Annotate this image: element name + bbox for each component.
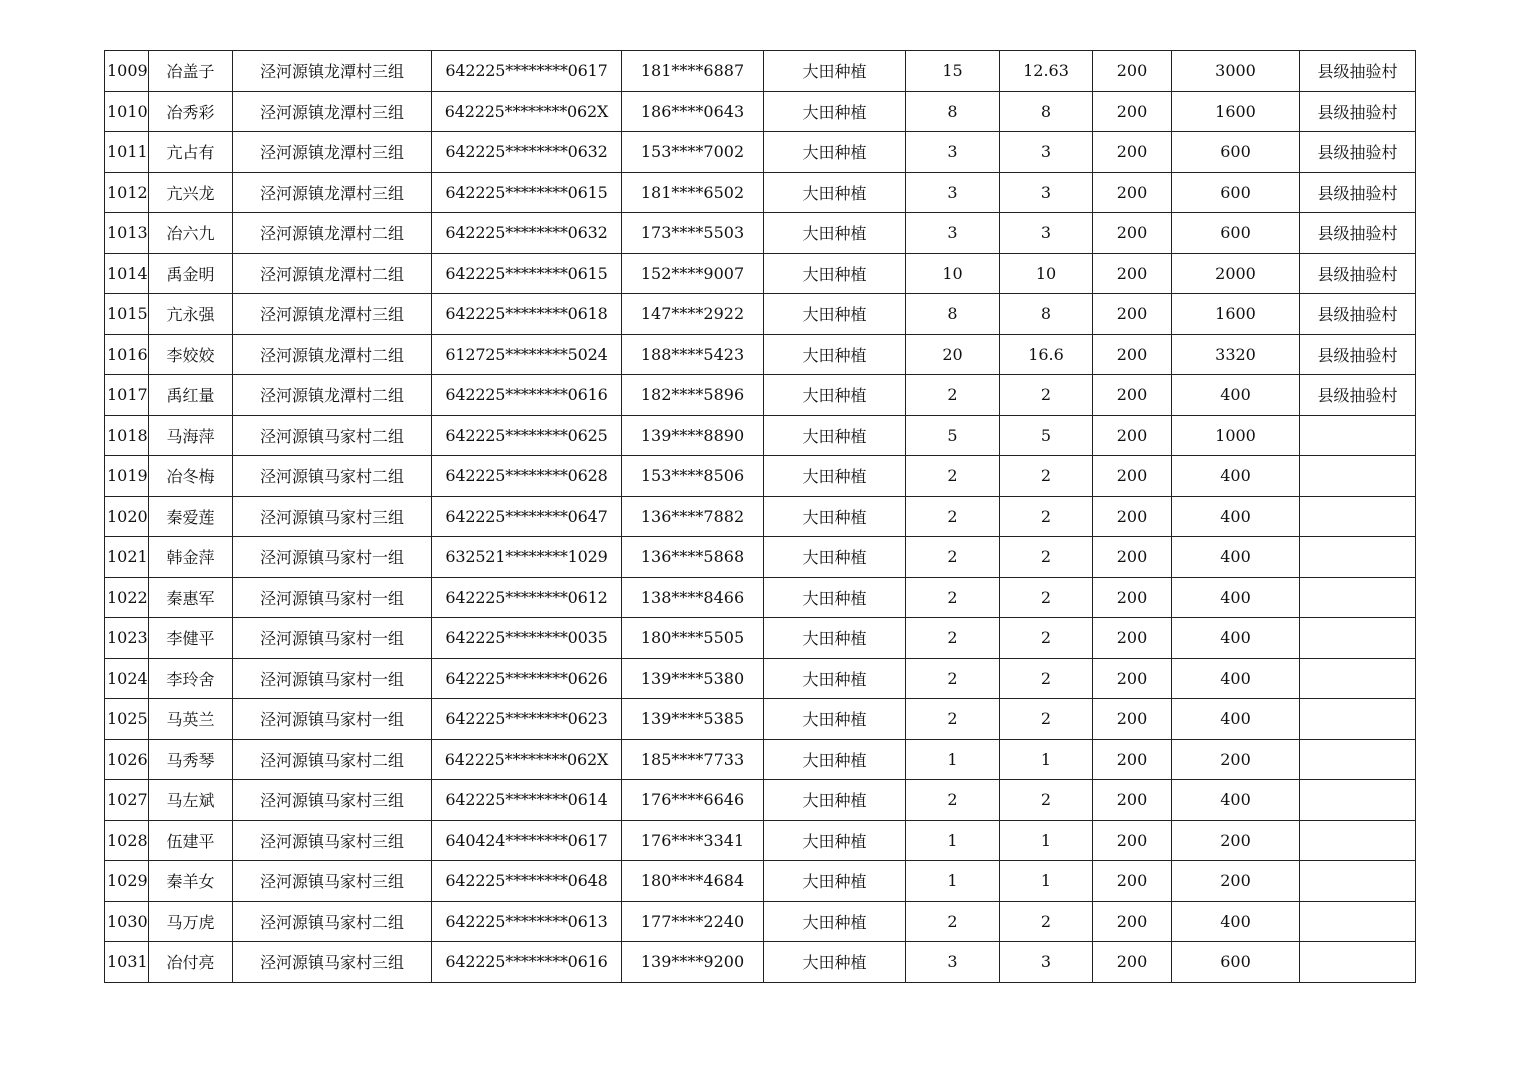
planted-area-cell: 2 bbox=[906, 699, 1000, 740]
planted-area-cell: 2 bbox=[906, 780, 1000, 821]
subsidy-amount-cell: 1600 bbox=[1172, 294, 1300, 335]
subsidy-amount-cell: 400 bbox=[1172, 901, 1300, 942]
phone-number-cell: 177****2240 bbox=[622, 901, 764, 942]
address-cell: 泾河源镇马家村二组 bbox=[233, 415, 432, 456]
subsidy-amount-cell: 400 bbox=[1172, 537, 1300, 578]
farmer-name-cell: 马万虎 bbox=[149, 901, 233, 942]
id-number-cell: 642225********0612 bbox=[432, 577, 622, 618]
phone-number-cell: 180****5505 bbox=[622, 618, 764, 659]
farmer-name-cell: 马左斌 bbox=[149, 780, 233, 821]
subsidized-area-cell: 5 bbox=[1000, 415, 1093, 456]
phone-number-cell: 152****9007 bbox=[622, 253, 764, 294]
inspection-note-cell bbox=[1300, 699, 1416, 740]
table-row bbox=[105, 334, 1416, 375]
farmer-name-cell: 马英兰 bbox=[149, 699, 233, 740]
planting-type-cell: 大田种植 bbox=[764, 739, 906, 780]
farmer-name-cell: 李健平 bbox=[149, 618, 233, 659]
planted-area-cell: 2 bbox=[906, 901, 1000, 942]
phone-number-cell: 181****6502 bbox=[622, 172, 764, 213]
subsidy-rate-cell: 200 bbox=[1093, 91, 1172, 132]
subsidy-table bbox=[104, 50, 1416, 983]
subsidy-amount-cell: 400 bbox=[1172, 375, 1300, 416]
planted-area-cell: 2 bbox=[906, 496, 1000, 537]
row-number-cell: 1011 bbox=[105, 132, 149, 173]
planted-area-cell: 1 bbox=[906, 861, 1000, 902]
id-number-cell: 642225********0615 bbox=[432, 172, 622, 213]
subsidy-amount-cell: 3320 bbox=[1172, 334, 1300, 375]
planting-type-cell: 大田种植 bbox=[764, 861, 906, 902]
row-number-cell: 1027 bbox=[105, 780, 149, 821]
phone-number-cell: 185****7733 bbox=[622, 739, 764, 780]
row-number-cell: 1020 bbox=[105, 496, 149, 537]
inspection-note-cell: 县级抽验村 bbox=[1300, 294, 1416, 335]
id-number-cell: 632521********1029 bbox=[432, 537, 622, 578]
subsidy-rate-cell: 200 bbox=[1093, 861, 1172, 902]
subsidized-area-cell: 3 bbox=[1000, 132, 1093, 173]
subsidy-amount-cell: 200 bbox=[1172, 861, 1300, 902]
id-number-cell: 642225********0618 bbox=[432, 294, 622, 335]
table-row bbox=[105, 618, 1416, 659]
id-number-cell: 642225********0648 bbox=[432, 861, 622, 902]
inspection-note-cell bbox=[1300, 496, 1416, 537]
table-row bbox=[105, 213, 1416, 254]
inspection-note-cell bbox=[1300, 618, 1416, 659]
farmer-name-cell: 冶六九 bbox=[149, 213, 233, 254]
address-cell: 泾河源镇龙潭村二组 bbox=[233, 253, 432, 294]
subsidized-area-cell: 2 bbox=[1000, 537, 1093, 578]
id-number-cell: 642225********0626 bbox=[432, 658, 622, 699]
subsidized-area-cell: 2 bbox=[1000, 375, 1093, 416]
subsidy-rate-cell: 200 bbox=[1093, 456, 1172, 497]
id-number-cell: 642225********0614 bbox=[432, 780, 622, 821]
phone-number-cell: 136****5868 bbox=[622, 537, 764, 578]
farmer-name-cell: 李玲舍 bbox=[149, 658, 233, 699]
planting-type-cell: 大田种植 bbox=[764, 375, 906, 416]
planting-type-cell: 大田种植 bbox=[764, 51, 906, 92]
inspection-note-cell bbox=[1300, 942, 1416, 983]
phone-number-cell: 188****5423 bbox=[622, 334, 764, 375]
inspection-note-cell: 县级抽验村 bbox=[1300, 172, 1416, 213]
table-row bbox=[105, 820, 1416, 861]
subsidy-amount-cell: 200 bbox=[1172, 739, 1300, 780]
planting-type-cell: 大田种植 bbox=[764, 294, 906, 335]
subsidy-rate-cell: 200 bbox=[1093, 739, 1172, 780]
subsidy-amount-cell: 400 bbox=[1172, 496, 1300, 537]
planted-area-cell: 2 bbox=[906, 658, 1000, 699]
planting-type-cell: 大田种植 bbox=[764, 456, 906, 497]
subsidy-rate-cell: 200 bbox=[1093, 820, 1172, 861]
row-number-cell: 1025 bbox=[105, 699, 149, 740]
phone-number-cell: 147****2922 bbox=[622, 294, 764, 335]
id-number-cell: 642225********0625 bbox=[432, 415, 622, 456]
planted-area-cell: 1 bbox=[906, 820, 1000, 861]
planted-area-cell: 8 bbox=[906, 91, 1000, 132]
row-number-cell: 1014 bbox=[105, 253, 149, 294]
phone-number-cell: 181****6887 bbox=[622, 51, 764, 92]
id-number-cell: 642225********0623 bbox=[432, 699, 622, 740]
subsidy-rate-cell: 200 bbox=[1093, 415, 1172, 456]
farmer-name-cell: 禹红量 bbox=[149, 375, 233, 416]
id-number-cell: 642225********0613 bbox=[432, 901, 622, 942]
subsidy-rate-cell: 200 bbox=[1093, 253, 1172, 294]
subsidized-area-cell: 2 bbox=[1000, 901, 1093, 942]
row-number-cell: 1021 bbox=[105, 537, 149, 578]
row-number-cell: 1024 bbox=[105, 658, 149, 699]
address-cell: 泾河源镇马家村三组 bbox=[233, 780, 432, 821]
row-number-cell: 1029 bbox=[105, 861, 149, 902]
address-cell: 泾河源镇龙潭村三组 bbox=[233, 294, 432, 335]
table-row bbox=[105, 942, 1416, 983]
subsidy-rate-cell: 200 bbox=[1093, 213, 1172, 254]
row-number-cell: 1010 bbox=[105, 91, 149, 132]
planted-area-cell: 2 bbox=[906, 537, 1000, 578]
farmer-name-cell: 韩金萍 bbox=[149, 537, 233, 578]
phone-number-cell: 176****6646 bbox=[622, 780, 764, 821]
id-number-cell: 640424********0617 bbox=[432, 820, 622, 861]
planted-area-cell: 3 bbox=[906, 172, 1000, 213]
subsidized-area-cell: 2 bbox=[1000, 496, 1093, 537]
subsidy-rate-cell: 200 bbox=[1093, 901, 1172, 942]
row-number-cell: 1012 bbox=[105, 172, 149, 213]
id-number-cell: 642225********062X bbox=[432, 91, 622, 132]
table-row bbox=[105, 132, 1416, 173]
row-number-cell: 1028 bbox=[105, 820, 149, 861]
farmer-name-cell: 秦羊女 bbox=[149, 861, 233, 902]
subsidy-amount-cell: 200 bbox=[1172, 820, 1300, 861]
id-number-cell: 642225********0647 bbox=[432, 496, 622, 537]
planting-type-cell: 大田种植 bbox=[764, 334, 906, 375]
subsidized-area-cell: 1 bbox=[1000, 739, 1093, 780]
subsidized-area-cell: 3 bbox=[1000, 213, 1093, 254]
planted-area-cell: 2 bbox=[906, 618, 1000, 659]
subsidy-amount-cell: 400 bbox=[1172, 577, 1300, 618]
phone-number-cell: 176****3341 bbox=[622, 820, 764, 861]
planting-type-cell: 大田种植 bbox=[764, 213, 906, 254]
id-number-cell: 642225********0035 bbox=[432, 618, 622, 659]
phone-number-cell: 139****5380 bbox=[622, 658, 764, 699]
address-cell: 泾河源镇马家村一组 bbox=[233, 537, 432, 578]
subsidy-rate-cell: 200 bbox=[1093, 172, 1172, 213]
table-row bbox=[105, 375, 1416, 416]
table-row bbox=[105, 577, 1416, 618]
farmer-name-cell: 冶付亮 bbox=[149, 942, 233, 983]
phone-number-cell: 173****5503 bbox=[622, 213, 764, 254]
table-row bbox=[105, 739, 1416, 780]
planting-type-cell: 大田种植 bbox=[764, 699, 906, 740]
address-cell: 泾河源镇马家村一组 bbox=[233, 699, 432, 740]
id-number-cell: 642225********062X bbox=[432, 739, 622, 780]
planting-type-cell: 大田种植 bbox=[764, 577, 906, 618]
planted-area-cell: 2 bbox=[906, 456, 1000, 497]
table-row bbox=[105, 861, 1416, 902]
planted-area-cell: 15 bbox=[906, 51, 1000, 92]
table-row bbox=[105, 537, 1416, 578]
phone-number-cell: 139****5385 bbox=[622, 699, 764, 740]
planting-type-cell: 大田种植 bbox=[764, 91, 906, 132]
planted-area-cell: 3 bbox=[906, 213, 1000, 254]
inspection-note-cell bbox=[1300, 456, 1416, 497]
subsidized-area-cell: 2 bbox=[1000, 658, 1093, 699]
table-row bbox=[105, 901, 1416, 942]
table-row bbox=[105, 496, 1416, 537]
planting-type-cell: 大田种植 bbox=[764, 780, 906, 821]
row-number-cell: 1016 bbox=[105, 334, 149, 375]
address-cell: 泾河源镇马家村三组 bbox=[233, 942, 432, 983]
planted-area-cell: 10 bbox=[906, 253, 1000, 294]
phone-number-cell: 186****0643 bbox=[622, 91, 764, 132]
inspection-note-cell: 县级抽验村 bbox=[1300, 334, 1416, 375]
subsidized-area-cell: 2 bbox=[1000, 577, 1093, 618]
id-number-cell: 642225********0616 bbox=[432, 942, 622, 983]
subsidized-area-cell: 3 bbox=[1000, 942, 1093, 983]
phone-number-cell: 182****5896 bbox=[622, 375, 764, 416]
planted-area-cell: 3 bbox=[906, 942, 1000, 983]
subsidy-rate-cell: 200 bbox=[1093, 537, 1172, 578]
planted-area-cell: 5 bbox=[906, 415, 1000, 456]
phone-number-cell: 138****8466 bbox=[622, 577, 764, 618]
farmer-name-cell: 马秀琴 bbox=[149, 739, 233, 780]
farmer-name-cell: 马海萍 bbox=[149, 415, 233, 456]
row-number-cell: 1019 bbox=[105, 456, 149, 497]
inspection-note-cell bbox=[1300, 658, 1416, 699]
address-cell: 泾河源镇龙潭村三组 bbox=[233, 132, 432, 173]
table-row bbox=[105, 253, 1416, 294]
row-number-cell: 1017 bbox=[105, 375, 149, 416]
planting-type-cell: 大田种植 bbox=[764, 415, 906, 456]
farmer-name-cell: 冶冬梅 bbox=[149, 456, 233, 497]
subsidized-area-cell: 8 bbox=[1000, 294, 1093, 335]
inspection-note-cell bbox=[1300, 415, 1416, 456]
inspection-note-cell bbox=[1300, 780, 1416, 821]
farmer-name-cell: 禹金明 bbox=[149, 253, 233, 294]
row-number-cell: 1030 bbox=[105, 901, 149, 942]
table-row bbox=[105, 91, 1416, 132]
subsidy-rate-cell: 200 bbox=[1093, 658, 1172, 699]
id-number-cell: 642225********0615 bbox=[432, 253, 622, 294]
subsidy-rate-cell: 200 bbox=[1093, 375, 1172, 416]
inspection-note-cell bbox=[1300, 861, 1416, 902]
planted-area-cell: 8 bbox=[906, 294, 1000, 335]
row-number-cell: 1015 bbox=[105, 294, 149, 335]
subsidy-amount-cell: 400 bbox=[1172, 699, 1300, 740]
row-number-cell: 1023 bbox=[105, 618, 149, 659]
subsidized-area-cell: 2 bbox=[1000, 618, 1093, 659]
subsidy-rate-cell: 200 bbox=[1093, 577, 1172, 618]
subsidy-amount-cell: 1000 bbox=[1172, 415, 1300, 456]
planted-area-cell: 20 bbox=[906, 334, 1000, 375]
subsidized-area-cell: 2 bbox=[1000, 780, 1093, 821]
phone-number-cell: 139****8890 bbox=[622, 415, 764, 456]
address-cell: 泾河源镇龙潭村二组 bbox=[233, 213, 432, 254]
address-cell: 泾河源镇龙潭村三组 bbox=[233, 172, 432, 213]
subsidized-area-cell: 16.6 bbox=[1000, 334, 1093, 375]
row-number-cell: 1026 bbox=[105, 739, 149, 780]
subsidized-area-cell: 1 bbox=[1000, 820, 1093, 861]
row-number-cell: 1013 bbox=[105, 213, 149, 254]
planted-area-cell: 2 bbox=[906, 577, 1000, 618]
table-body bbox=[105, 51, 1416, 983]
row-number-cell: 1022 bbox=[105, 577, 149, 618]
table-row bbox=[105, 780, 1416, 821]
address-cell: 泾河源镇马家村一组 bbox=[233, 577, 432, 618]
table-row bbox=[105, 415, 1416, 456]
address-cell: 泾河源镇龙潭村三组 bbox=[233, 51, 432, 92]
inspection-note-cell bbox=[1300, 739, 1416, 780]
inspection-note-cell bbox=[1300, 537, 1416, 578]
farmer-name-cell: 秦惠军 bbox=[149, 577, 233, 618]
inspection-note-cell bbox=[1300, 820, 1416, 861]
subsidy-amount-cell: 400 bbox=[1172, 456, 1300, 497]
address-cell: 泾河源镇马家村一组 bbox=[233, 618, 432, 659]
table-row bbox=[105, 51, 1416, 92]
planting-type-cell: 大田种植 bbox=[764, 820, 906, 861]
subsidy-amount-cell: 400 bbox=[1172, 618, 1300, 659]
inspection-note-cell bbox=[1300, 577, 1416, 618]
subsidy-amount-cell: 600 bbox=[1172, 132, 1300, 173]
subsidy-amount-cell: 3000 bbox=[1172, 51, 1300, 92]
inspection-note-cell: 县级抽验村 bbox=[1300, 253, 1416, 294]
planting-type-cell: 大田种植 bbox=[764, 618, 906, 659]
subsidy-rate-cell: 200 bbox=[1093, 942, 1172, 983]
row-number-cell: 1009 bbox=[105, 51, 149, 92]
farmer-name-cell: 伍建平 bbox=[149, 820, 233, 861]
phone-number-cell: 136****7882 bbox=[622, 496, 764, 537]
planting-type-cell: 大田种植 bbox=[764, 658, 906, 699]
address-cell: 泾河源镇马家村一组 bbox=[233, 658, 432, 699]
table-row bbox=[105, 456, 1416, 497]
farmer-name-cell: 冶盖子 bbox=[149, 51, 233, 92]
subsidized-area-cell: 3 bbox=[1000, 172, 1093, 213]
planting-type-cell: 大田种植 bbox=[764, 942, 906, 983]
farmer-name-cell: 亢占有 bbox=[149, 132, 233, 173]
id-number-cell: 642225********0628 bbox=[432, 456, 622, 497]
address-cell: 泾河源镇马家村三组 bbox=[233, 820, 432, 861]
subsidy-rate-cell: 200 bbox=[1093, 780, 1172, 821]
subsidy-rate-cell: 200 bbox=[1093, 334, 1172, 375]
planting-type-cell: 大田种植 bbox=[764, 132, 906, 173]
id-number-cell: 642225********0617 bbox=[432, 51, 622, 92]
address-cell: 泾河源镇马家村二组 bbox=[233, 739, 432, 780]
address-cell: 泾河源镇马家村二组 bbox=[233, 456, 432, 497]
row-number-cell: 1031 bbox=[105, 942, 149, 983]
table-row bbox=[105, 172, 1416, 213]
subsidy-rate-cell: 200 bbox=[1093, 618, 1172, 659]
subsidy-amount-cell: 600 bbox=[1172, 942, 1300, 983]
subsidized-area-cell: 10 bbox=[1000, 253, 1093, 294]
planting-type-cell: 大田种植 bbox=[764, 172, 906, 213]
table-row bbox=[105, 699, 1416, 740]
planted-area-cell: 3 bbox=[906, 132, 1000, 173]
inspection-note-cell: 县级抽验村 bbox=[1300, 375, 1416, 416]
subsidy-rate-cell: 200 bbox=[1093, 496, 1172, 537]
id-number-cell: 612725********5024 bbox=[432, 334, 622, 375]
id-number-cell: 642225********0632 bbox=[432, 132, 622, 173]
phone-number-cell: 139****9200 bbox=[622, 942, 764, 983]
phone-number-cell: 180****4684 bbox=[622, 861, 764, 902]
inspection-note-cell: 县级抽验村 bbox=[1300, 91, 1416, 132]
table-row bbox=[105, 294, 1416, 335]
planting-type-cell: 大田种植 bbox=[764, 253, 906, 294]
inspection-note-cell: 县级抽验村 bbox=[1300, 51, 1416, 92]
subsidy-amount-cell: 600 bbox=[1172, 213, 1300, 254]
planting-type-cell: 大田种植 bbox=[764, 901, 906, 942]
address-cell: 泾河源镇龙潭村二组 bbox=[233, 375, 432, 416]
subsidy-rate-cell: 200 bbox=[1093, 294, 1172, 335]
subsidized-area-cell: 1 bbox=[1000, 861, 1093, 902]
subsidy-amount-cell: 400 bbox=[1172, 658, 1300, 699]
subsidy-amount-cell: 400 bbox=[1172, 780, 1300, 821]
subsidized-area-cell: 8 bbox=[1000, 91, 1093, 132]
inspection-note-cell bbox=[1300, 901, 1416, 942]
address-cell: 泾河源镇龙潭村三组 bbox=[233, 91, 432, 132]
phone-number-cell: 153****8506 bbox=[622, 456, 764, 497]
id-number-cell: 642225********0632 bbox=[432, 213, 622, 254]
subsidy-rate-cell: 200 bbox=[1093, 51, 1172, 92]
subsidy-amount-cell: 600 bbox=[1172, 172, 1300, 213]
subsidy-rate-cell: 200 bbox=[1093, 132, 1172, 173]
farmer-name-cell: 冶秀彩 bbox=[149, 91, 233, 132]
address-cell: 泾河源镇马家村二组 bbox=[233, 901, 432, 942]
table-row bbox=[105, 658, 1416, 699]
planting-type-cell: 大田种植 bbox=[764, 537, 906, 578]
farmer-name-cell: 亢兴龙 bbox=[149, 172, 233, 213]
phone-number-cell: 153****7002 bbox=[622, 132, 764, 173]
id-number-cell: 642225********0616 bbox=[432, 375, 622, 416]
address-cell: 泾河源镇马家村三组 bbox=[233, 496, 432, 537]
row-number-cell: 1018 bbox=[105, 415, 149, 456]
subsidized-area-cell: 2 bbox=[1000, 456, 1093, 497]
subsidized-area-cell: 12.63 bbox=[1000, 51, 1093, 92]
inspection-note-cell: 县级抽验村 bbox=[1300, 132, 1416, 173]
address-cell: 泾河源镇马家村三组 bbox=[233, 861, 432, 902]
planted-area-cell: 2 bbox=[906, 375, 1000, 416]
planting-type-cell: 大田种植 bbox=[764, 496, 906, 537]
subsidized-area-cell: 2 bbox=[1000, 699, 1093, 740]
inspection-note-cell: 县级抽验村 bbox=[1300, 213, 1416, 254]
planted-area-cell: 1 bbox=[906, 739, 1000, 780]
farmer-name-cell: 秦爱莲 bbox=[149, 496, 233, 537]
subsidy-rate-cell: 200 bbox=[1093, 699, 1172, 740]
farmer-name-cell: 李姣姣 bbox=[149, 334, 233, 375]
subsidy-amount-cell: 2000 bbox=[1172, 253, 1300, 294]
farmer-name-cell: 亢永强 bbox=[149, 294, 233, 335]
subsidy-amount-cell: 1600 bbox=[1172, 91, 1300, 132]
address-cell: 泾河源镇龙潭村二组 bbox=[233, 334, 432, 375]
